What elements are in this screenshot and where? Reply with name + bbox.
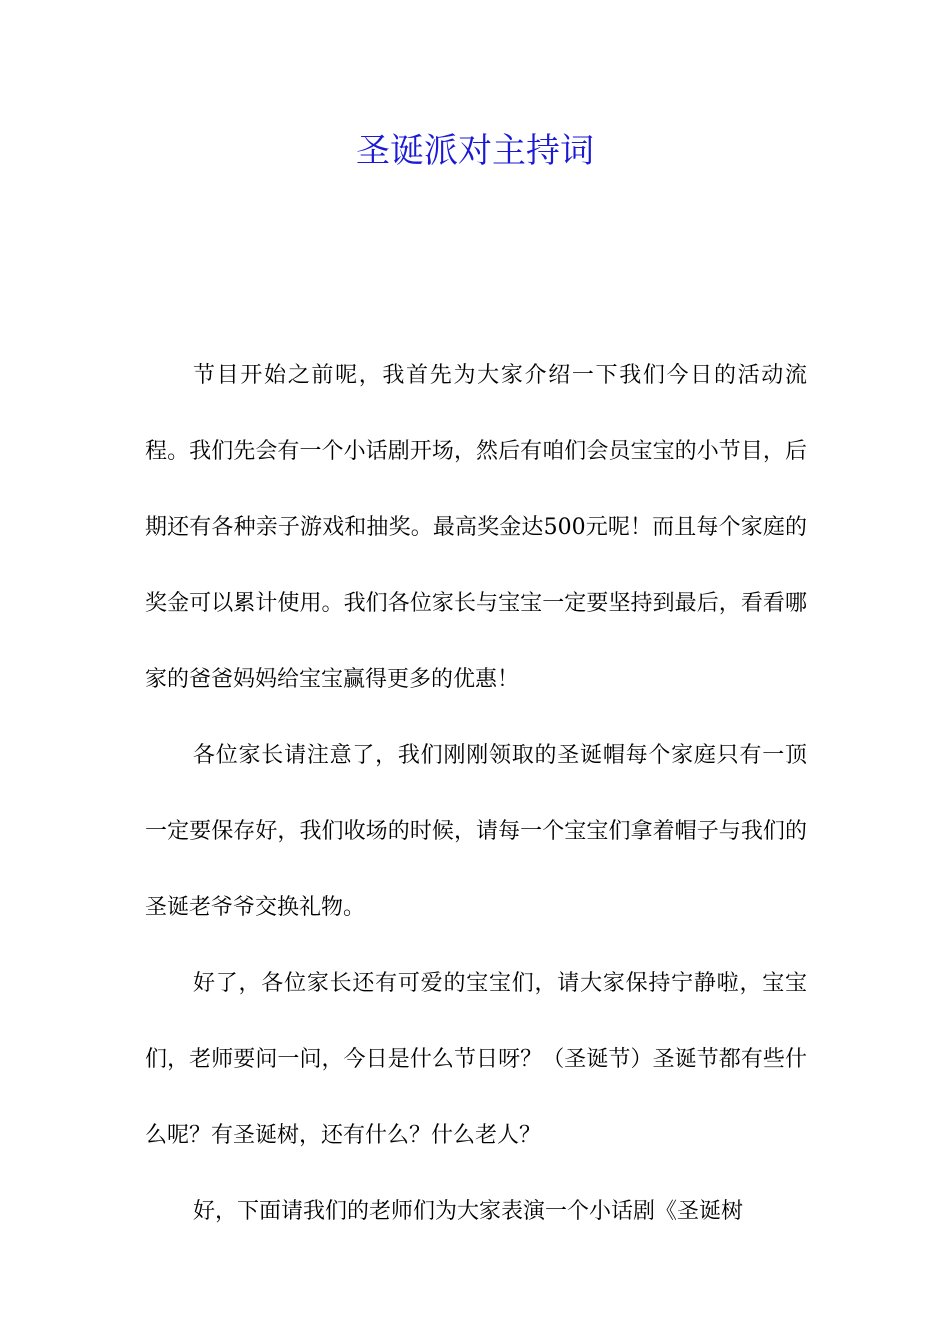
paragraph-play-intro: 好，下面请我们的老师们为大家表演一个小话剧《圣诞树 bbox=[193, 1199, 744, 1224]
paragraph-christmas-hat: 各位家长请注意了，我们刚刚领取的圣诞帽每个家庭只有一顶一定要保存好，我们收场的时候，请每一个宝宝们拿着帽子与我们的圣诞老爷爷交换礼物。 bbox=[145, 743, 807, 920]
paragraph-activity-intro: 节目开始之前呢，我首先为大家介绍一下我们今日的活动流程。我们先会有一个小话剧开场，然后有咱们会员宝宝的小节目，后期还有各种亲子游戏和抽奖。最高奖金达500元呢！而且每个家庭的奖金可以累计使用。我们各位家长与宝宝一定要坚持到最后，看看哪家的爸爸妈妈给宝宝赢得更多的优惠！ bbox=[145, 363, 807, 692]
paragraph-quiet-question: 好了，各位家长还有可爱的宝宝们，请大家保持宁静啦，宝宝们，老师要问一问，今日是什么节日呀？（圣诞节）圣诞节都有些什么呢？有圣诞树，还有什么？什么老人？ bbox=[145, 971, 807, 1148]
document-title: 圣诞派对主持词 bbox=[356, 131, 594, 171]
document-body bbox=[145, 338, 807, 1250]
